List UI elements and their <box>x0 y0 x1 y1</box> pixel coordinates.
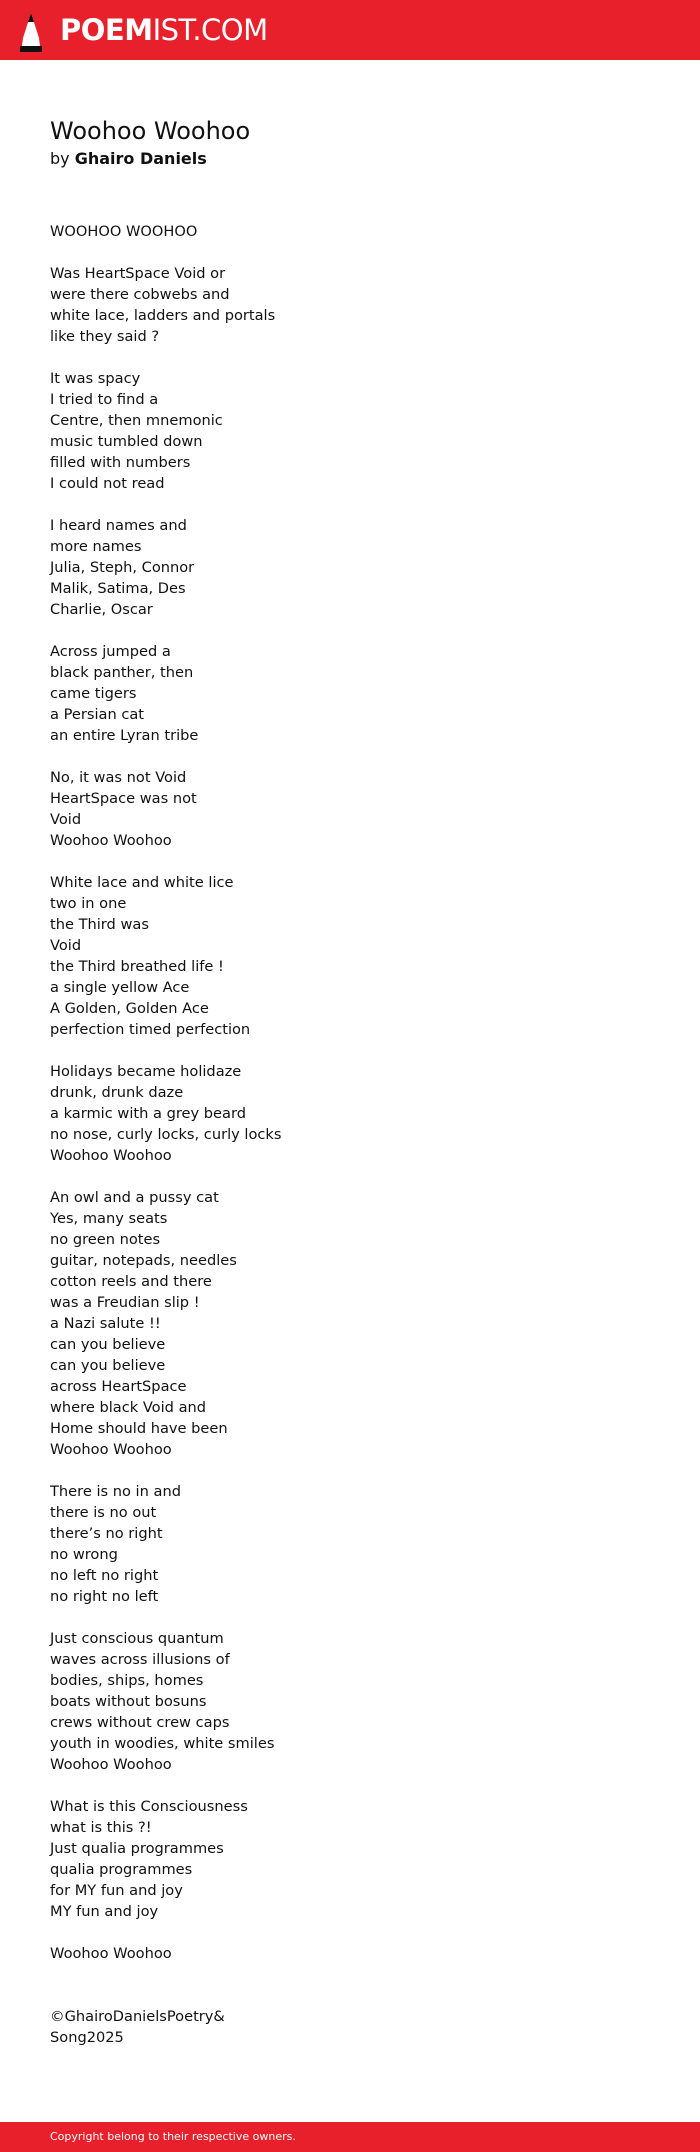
poem-line: what is this ?! <box>50 1819 152 1836</box>
poem-title: Woohoo Woohoo <box>50 117 251 145</box>
site-header <box>0 0 700 60</box>
poem-line: for MY fun and joy <box>50 1882 183 1899</box>
poem-line: an entire Lyran tribe <box>50 727 199 744</box>
poem-line: crews without crew caps <box>50 1714 230 1731</box>
poem-line: two in one <box>50 895 127 912</box>
poem-line: music tumbled down <box>50 433 203 450</box>
poem-stanza <box>50 641 650 746</box>
poem-line: boats without bosuns <box>50 1693 207 1710</box>
poem-line: there is no out <box>50 1504 157 1521</box>
poem-line: waves across illusions of <box>50 1651 230 1668</box>
poem-stanza <box>50 221 650 242</box>
poem-content <box>50 114 650 2048</box>
copyright-line: ©GhairoDanielsPoetry& <box>50 2008 225 2025</box>
poem-line: White lace and white lice <box>50 874 234 891</box>
poem-line: there’s no right <box>50 1525 163 1542</box>
footer-copyright-text: Copyright belong to their respective owners. <box>50 2130 296 2143</box>
poem-line: can you believe <box>50 1357 166 1374</box>
poem-stanza <box>50 515 650 620</box>
poem-line: no nose, curly locks, curly locks <box>50 1126 282 1143</box>
poem-stanza <box>50 263 650 347</box>
poem-line: the Third was <box>50 916 149 933</box>
poem-line: HeartSpace was not <box>50 790 197 807</box>
poem-line: bodies, ships, homes <box>50 1672 204 1689</box>
poem-stanza <box>50 1628 650 1775</box>
poem-stanza <box>50 368 650 494</box>
poem-line: no wrong <box>50 1546 118 1563</box>
poem-line: can you believe <box>50 1336 166 1353</box>
poem-line: Woohoo Woohoo <box>50 1756 172 1773</box>
poem-line: perfection timed perfection <box>50 1021 251 1038</box>
poem-line: Julia, Steph, Connor <box>50 559 195 576</box>
poem-line: There is no in and <box>50 1483 181 1500</box>
poem-line: Woohoo Woohoo <box>50 832 172 849</box>
poem-line: youth in woodies, white smiles <box>50 1735 275 1752</box>
poem-line: A Golden, Golden Ace <box>50 1000 209 1017</box>
poem-line: was a Freudian slip ! <box>50 1294 200 1311</box>
poem-byline <box>50 148 650 170</box>
poem-line: a single yellow Ace <box>50 979 190 996</box>
poem-line: across HeartSpace <box>50 1378 187 1395</box>
poem-line: Woohoo Woohoo <box>50 1945 172 1962</box>
poem-line: Void <box>50 811 82 828</box>
poem-line: drunk, drunk daze <box>50 1084 184 1101</box>
pencil-tip-icon[interactable] <box>16 10 46 52</box>
poem-line: were there cobwebs and <box>50 286 230 303</box>
poem-line: Void <box>50 937 82 954</box>
poem-stanza <box>50 872 650 1040</box>
poem-stanza <box>50 1796 650 1922</box>
poem-line: I tried to find a <box>50 391 159 408</box>
poem-line: Across jumped a <box>50 643 171 660</box>
poem-line: Was HeartSpace Void or <box>50 265 226 282</box>
poem-line: white lace, ladders and portals <box>50 307 276 324</box>
by-label: by <box>50 149 70 168</box>
poem-line: came tigers <box>50 685 137 702</box>
poem-stanza <box>50 1943 650 1964</box>
poem-line: Just qualia programmes <box>50 1840 224 1857</box>
poem-line: filled with numbers <box>50 454 191 471</box>
poem-line: Centre, then mnemonic <box>50 412 223 429</box>
poem-line: a Nazi salute !! <box>50 1315 161 1332</box>
poem-body <box>50 221 650 1964</box>
poem-line: the Third breathed life ! <box>50 958 224 975</box>
poem-line: Holidays became holidaze <box>50 1063 242 1080</box>
poem-line: no right no left <box>50 1588 159 1605</box>
poem-line: What is this Consciousness <box>50 1798 248 1815</box>
poem-line: MY fun and joy <box>50 1903 159 1920</box>
copyright-line: Song2025 <box>50 2029 124 2046</box>
poem-line: no left no right <box>50 1567 159 1584</box>
poem-line: Just conscious quantum <box>50 1630 224 1647</box>
site-footer <box>0 2122 700 2152</box>
poem-line: cotton reels and there <box>50 1273 212 1290</box>
poem-line: like they said ? <box>50 328 160 345</box>
brand-bold: POEM <box>60 13 153 47</box>
poem-line: Yes, many seats <box>50 1210 168 1227</box>
brand-light: IST.COM <box>152 13 268 47</box>
poem-stanza <box>50 1481 650 1607</box>
poem-line: I heard names and <box>50 517 187 534</box>
poem-line: Woohoo Woohoo <box>50 1441 172 1458</box>
poem-line: qualia programmes <box>50 1861 193 1878</box>
poem-line: Charlie, Oscar <box>50 601 153 618</box>
poem-line: Home should have been <box>50 1420 228 1437</box>
poem-line: An owl and a pussy cat <box>50 1189 219 1206</box>
poem-stanza <box>50 767 650 851</box>
poem-line: more names <box>50 538 142 555</box>
poem-line: WOOHOO WOOHOO <box>50 223 198 240</box>
poem-line: Malik, Satima, Des <box>50 580 186 597</box>
poem-line: where black Void and <box>50 1399 207 1416</box>
poem-line: a Persian cat <box>50 706 145 723</box>
author-name[interactable]: Ghairo Daniels <box>74 149 207 168</box>
poem-line: black panther, then <box>50 664 194 681</box>
poem-copyright-note <box>50 2006 650 2048</box>
poem-line: It was spacy <box>50 370 141 387</box>
poem-line: No, it was not Void <box>50 769 187 786</box>
poem-line: I could not read <box>50 475 165 492</box>
poem-stanza <box>50 1187 650 1460</box>
poem-line: no green notes <box>50 1231 161 1248</box>
poem-line: a karmic with a grey beard <box>50 1105 246 1122</box>
poem-stanza <box>50 1061 650 1166</box>
site-logo-wordmark[interactable] <box>60 10 268 50</box>
poem-line: Woohoo Woohoo <box>50 1147 172 1164</box>
poem-line: guitar, notepads, needles <box>50 1252 237 1269</box>
